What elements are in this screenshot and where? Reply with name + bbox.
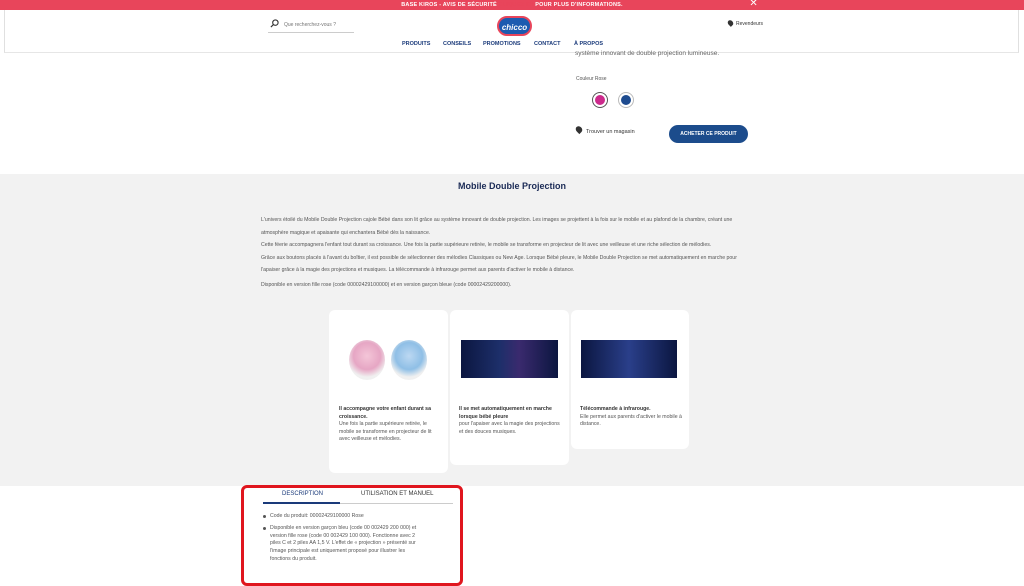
- feature-caption: [459, 406, 561, 436]
- stores-link[interactable]: [728, 20, 763, 27]
- product-description: [261, 214, 751, 291]
- feature-caption: [580, 406, 682, 429]
- product-image: [347, 336, 431, 386]
- list-item: Code du produit: 00002429100000 Rose: [262, 513, 422, 521]
- feature-text: pour l'apaiser avec la magie des projections et des douces musiques.: [459, 421, 560, 435]
- nav-produits[interactable]: PRODUITS: [402, 41, 431, 47]
- nav-promotions[interactable]: PROMOTIONS: [483, 41, 521, 47]
- banner-text: BASE KIROS - AVIS DE SÉCURITÉ: [401, 2, 497, 8]
- search-icon: [270, 19, 279, 28]
- safety-banner: [0, 0, 1024, 10]
- main-nav: [5, 41, 1018, 51]
- nav-conseils[interactable]: CONSEILS: [443, 41, 472, 47]
- find-store-link[interactable]: [576, 126, 635, 135]
- site-header: [4, 10, 1019, 53]
- stores-label: Revendeurs: [736, 21, 763, 27]
- find-store-label: Trouver un magasin: [586, 129, 635, 135]
- feature-card: [571, 310, 689, 449]
- feature-text: Une fois la partie supérieure retirée, le mobile se transforme en projecteur de lit avec veilleuse et mélodies.: [339, 421, 432, 442]
- chicco-logo[interactable]: chicco: [497, 16, 532, 36]
- location-pin-icon: [574, 125, 583, 134]
- crib-projection-image: [461, 340, 558, 378]
- buy-button[interactable]: ACHETER CE PRODUIT: [669, 125, 748, 143]
- swatch-pink-fill: [595, 95, 605, 105]
- desc-paragraph: Cette féerie accompagnera l'enfant tout durant sa croissance. Une fois la partie supérieure retirée, le mobile se transforme en projecteur de lit avec une veilleuse et une riche sélection de mélodies.: [261, 242, 712, 248]
- color-swatch-pink[interactable]: [592, 92, 608, 108]
- tab-usage-manual[interactable]: UTILISATION ET MANUEL: [361, 491, 434, 497]
- feature-title: Télécommande à infrarouge.: [580, 406, 651, 412]
- feature-text: Elle permet aux parents d'activer le mobile à distance.: [580, 413, 682, 427]
- feature-title: Il se met automatiquement en marche lorsque bébé pleure: [459, 406, 552, 420]
- color-label: Couleur Rose: [576, 76, 607, 82]
- search-input[interactable]: [284, 20, 352, 30]
- feature-title: Il accompagne votre enfant durant sa croissance.: [339, 406, 431, 420]
- tab-active-indicator: [263, 502, 340, 504]
- product-tagline: système innovant de double projection lumineuse.: [575, 50, 720, 57]
- list-item: Disponible en version garçon bleu (code 00 002429 200 000) et version fille rose (code 00 002429 100 000). Fonctionne avec 2 piles C et 2 piles AA 1,5 V. L'effet de « projection » présenté sur l'image principale est uniquement proposé pour illustrer les fonctions du produit.: [262, 525, 422, 564]
- feature-card: [450, 310, 569, 465]
- banner-link[interactable]: CLIQUEZ ICI: [498, 2, 534, 8]
- section-title: Mobile Double Projection: [457, 181, 566, 191]
- feature-card: [329, 310, 448, 473]
- spec-list: [262, 513, 422, 568]
- desc-paragraph: Disponible en version fille rose (code 00002429100000) et en version garçon bleue (code 00002429200000).: [261, 281, 512, 288]
- pink-mobile-image: [349, 340, 385, 380]
- desc-paragraph: L'univers étoilé du Mobile Double Projection cajole Bébé dans son lit grâce au système innovant de double projection. Les images se projettent à la fois sur le mobile et au plafond de la chambre, créant une atmosphère magique et apaisante qui enchantera Bébé dès la naissance.: [261, 217, 733, 236]
- nav-a-propos[interactable]: À PROPOS: [574, 41, 604, 47]
- remote-control-image: [581, 340, 677, 378]
- close-icon[interactable]: ✕: [749, 0, 758, 9]
- location-pin-icon: [727, 19, 735, 27]
- banner-text-end: POUR PLUS D'INFORMATIONS.: [535, 2, 623, 8]
- search-box[interactable]: [268, 17, 354, 33]
- color-swatch-blue[interactable]: [618, 92, 634, 108]
- desc-paragraph: Grâce aux boutons placés à l'avant du boîtier, il est possible de sélectionner des mélodies Classiques ou New Age. Lorsque Bébé pleure, le Mobile Double Projection se met automatiquement en marche pour l'apaiser grâce à la magie des projections et musiques. La télécommande à infrarouge permet aux parents d'activer le mobile à distance.: [261, 254, 737, 273]
- swatch-blue-fill: [621, 95, 631, 105]
- tab-description[interactable]: DESCRIPTION: [282, 491, 324, 497]
- blue-mobile-image: [391, 340, 427, 380]
- feature-caption: [339, 406, 441, 444]
- nav-contact[interactable]: CONTACT: [534, 41, 561, 47]
